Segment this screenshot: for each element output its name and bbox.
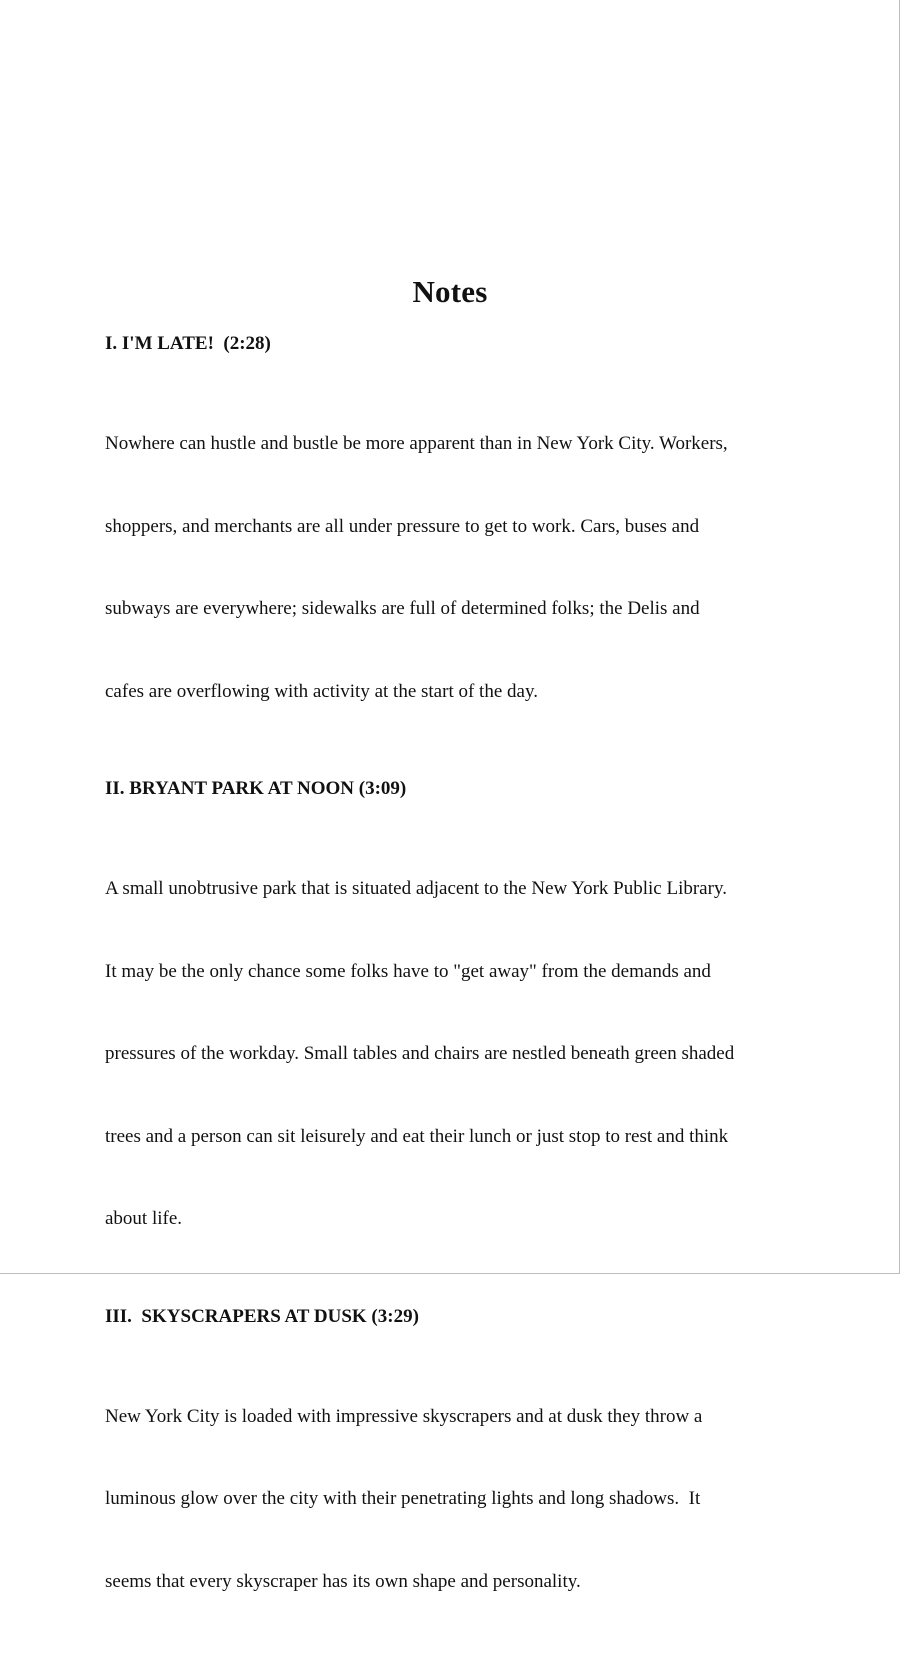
paragraph-line: It may be the only chance some folks have to "get away" from the demands and [105,960,711,982]
section-skyscrapers [105,1305,805,1651]
section-bryant-park [105,777,805,1288]
paragraph-line: cafes are overflowing with activity at the start of the day. [105,680,538,702]
paragraph-line: shoppers, and merchants are all under pressure to get to work. Cars, buses and [105,515,700,537]
paragraph-line: pressures of the workday. Small tables and chairs are nestled beneath green shaded [105,1043,735,1064]
paragraph-line: subways are everywhere; sidewalks are full of determined folks; the Delis and [105,598,700,619]
section-paragraph [105,820,805,1288]
section-im-late [105,332,805,760]
paragraph-line: about life. [105,1208,183,1229]
section-heading: I. I'M LATE! (2:28) [105,333,271,354]
paragraph-line: trees and a person can sit leisurely and eat their lunch or just stop to rest and think [105,1125,729,1147]
paragraph-line: New York City is loaded with impressive skyscrapers and at dusk they throw a [105,1405,703,1427]
page-title: Notes [412,274,488,309]
section-heading: II. BRYANT PARK AT NOON (3:09) [105,778,407,799]
section-paragraph [105,1348,805,1651]
section-heading: III. SKYSCRAPERS AT DUSK (3:29) [105,1305,419,1327]
paragraph-line: A small unobtrusive park that is situated adjacent to the New York Public Library. [105,878,727,899]
notes-content [105,332,805,1667]
paragraph-line: luminous glow over the city with their penetrating lights and long shadows. It [105,1488,701,1509]
section-paragraph [105,375,805,760]
paragraph-line: Nowhere can hustle and bustle be more apparent than in New York City. Workers, [105,433,728,454]
paragraph-line: seems that every skyscraper has its own shape and personality. [105,1570,581,1592]
